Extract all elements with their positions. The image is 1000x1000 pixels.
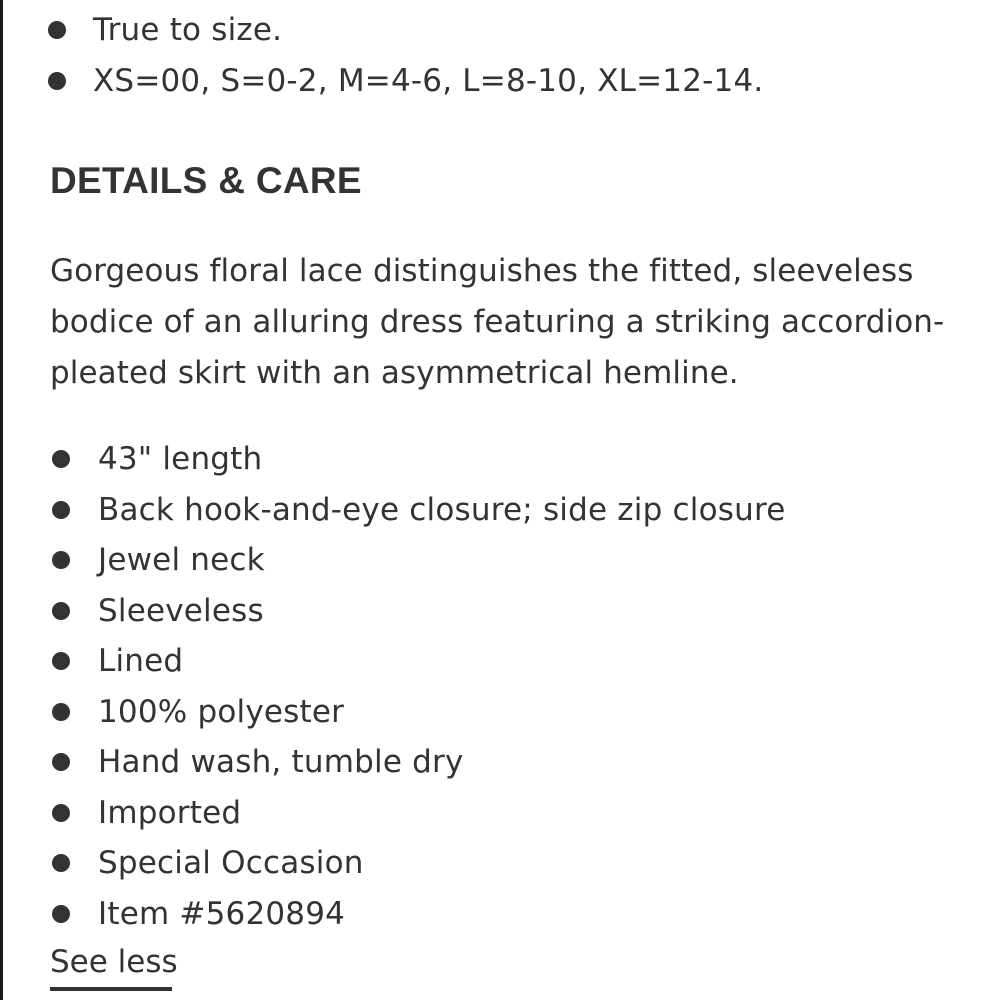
bullet-dot-icon [52, 854, 70, 872]
bullet-dot-icon [52, 551, 70, 569]
bullet-dot-icon [52, 450, 70, 468]
list-item-text: Hand wash, tumble dry [98, 744, 464, 781]
list-item [0, 55, 1000, 106]
list-item [0, 434, 1000, 485]
see-less-link[interactable]: See less [50, 944, 178, 980]
list-item [0, 788, 1000, 839]
list-item [0, 687, 1000, 738]
list-item-text: Lined [98, 643, 184, 680]
bullet-dot-icon [52, 652, 70, 670]
bullet-dot-icon [52, 804, 70, 822]
list-item-text: Back hook-and-eye closure; side zip closure [98, 491, 786, 528]
list-item [0, 636, 1000, 687]
list-item [0, 737, 1000, 788]
list-item-text: True to size. [93, 11, 283, 48]
list-item [0, 586, 1000, 637]
features-list [0, 434, 1000, 939]
list-item [0, 838, 1000, 889]
bullet-dot-icon [52, 602, 70, 620]
list-item-text: XS=00, S=0-2, M=4-6, L=8-10, XL=12-14. [93, 62, 764, 99]
product-description: Gorgeous floral lace distinguishes the fitted, sleeveless bodice of an alluring dress featuring a striking accordion-pleated skirt with an asymmetrical hemline. [50, 253, 945, 391]
bullet-dot-icon [48, 72, 66, 90]
list-item-text: 100% polyester [98, 693, 345, 730]
fit-notes-list [0, 4, 1000, 106]
list-item [0, 889, 1000, 940]
list-item [0, 4, 1000, 55]
list-item-text: Special Occasion [98, 845, 364, 882]
section-heading: DETAILS & CARE [50, 160, 362, 201]
bullet-dot-icon [48, 21, 66, 39]
bullet-dot-icon [52, 501, 70, 519]
list-item-text: Sleeveless [98, 592, 264, 629]
list-item-text: Imported [98, 794, 242, 831]
see-less-underline [50, 987, 172, 991]
list-item-text: 43" length [98, 441, 263, 478]
list-item-text: Jewel neck [98, 542, 265, 579]
list-item [0, 485, 1000, 536]
bullet-dot-icon [52, 703, 70, 721]
list-item [0, 535, 1000, 586]
list-item-text: Item #5620894 [98, 895, 346, 932]
bullet-dot-icon [52, 905, 70, 923]
bullet-dot-icon [52, 753, 70, 771]
